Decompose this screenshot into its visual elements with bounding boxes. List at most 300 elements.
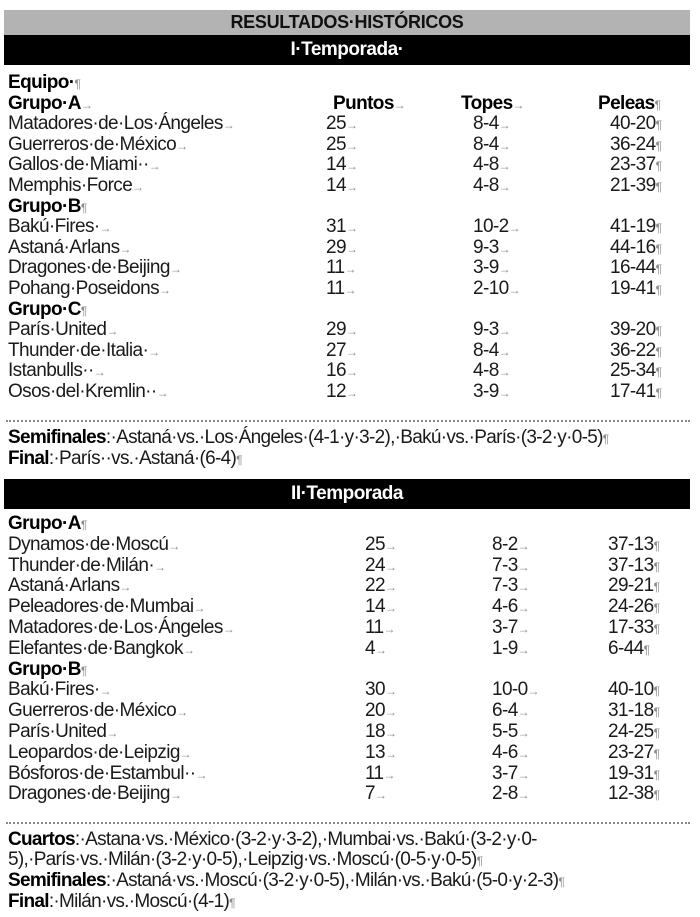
tab-arrow-icon: →: [498, 241, 511, 256]
team-puntos-text: 11: [326, 278, 345, 299]
team-name: [8, 340, 160, 363]
tab-arrow-icon: →: [498, 365, 511, 380]
tab-arrow-icon: →: [119, 241, 131, 256]
team-name: [8, 575, 131, 598]
team-peleas-text: 23-27: [608, 741, 654, 763]
team-peleas: [608, 700, 659, 723]
playoff-round-label: Final: [8, 891, 49, 912]
group-label-text: Grupo·A: [8, 513, 81, 534]
team-peleas-text: 31-18: [608, 700, 654, 722]
playoff-results: :·Astaná·vs.·Moscú·(3-2·y·0-5),·Milán·vs.·Bakú·(5-0·y·2-3): [105, 870, 559, 891]
playoff-line: [8, 428, 692, 449]
team-puntos-text: 16: [326, 360, 346, 382]
team-peleas: [608, 596, 659, 619]
group-header-row: [8, 93, 694, 114]
document-title: RESULTADOS·HISTÓRICOS: [4, 10, 690, 35]
tab-arrow-icon: →: [345, 365, 358, 380]
team-peleas: [610, 360, 661, 383]
pilcrow-icon: ¶: [653, 705, 660, 720]
pilcrow-icon: ¶: [655, 386, 662, 400]
pilcrow-icon: ¶: [653, 622, 660, 636]
team-name-text: Gallos·de·Miami··: [8, 154, 149, 176]
pilcrow-icon: ¶: [655, 262, 662, 277]
team-peleas: [610, 175, 661, 198]
tab-arrow-icon: →: [169, 262, 182, 277]
tab-arrow-icon: →: [158, 283, 171, 297]
table-row: [8, 763, 694, 784]
team-name-text: Bakú·Fires·: [8, 216, 100, 238]
playoff-round-label: Semifinales: [8, 870, 106, 891]
team-topes-text: 1-9: [492, 637, 518, 659]
team-name-text: Thunder·de·Italia·: [8, 339, 149, 361]
pilcrow-icon: ¶: [653, 559, 660, 574]
team-peleas: [610, 257, 661, 280]
team-puntos-text: 20: [365, 700, 385, 722]
table-row: [8, 721, 694, 742]
team-puntos-text: 27: [326, 339, 346, 361]
team-name: [8, 555, 166, 578]
table-row: [8, 534, 694, 555]
team-name: [8, 278, 170, 301]
tab-arrow-icon: →: [517, 788, 530, 803]
team-puntos-text: 31: [326, 216, 346, 238]
pilcrow-icon: ¶: [653, 726, 660, 740]
team-puntos-text: 29: [326, 319, 346, 341]
team-puntos-text: 25: [365, 533, 385, 555]
team-topes: [492, 617, 529, 640]
team-name: [8, 721, 118, 744]
team-peleas: [610, 237, 661, 260]
group-label-text: Grupo·B: [8, 658, 81, 680]
team-puntos-text: 30: [365, 679, 385, 701]
group-label: [8, 93, 92, 116]
team-puntos: [326, 360, 357, 383]
group-header-row: [8, 299, 694, 320]
team-peleas: [608, 742, 659, 765]
playoff-round-label: Final: [8, 448, 49, 469]
team-topes: [492, 596, 529, 619]
team-puntos: [365, 534, 396, 557]
team-name-text: Guerreros·de·México: [8, 700, 177, 722]
team-puntos: [365, 596, 396, 619]
team-peleas-text: 16-44: [610, 257, 656, 279]
team-puntos-text: 7: [365, 783, 375, 805]
pilcrow-icon: ¶: [653, 767, 660, 782]
tab-arrow-icon: →: [106, 324, 118, 339]
column-header-peleas: [598, 93, 660, 116]
team-topes: [492, 555, 529, 578]
team-name-text: Thunder·de·Milán·: [8, 554, 155, 576]
team-name: [8, 154, 160, 177]
tab-arrow-icon: →: [345, 180, 358, 194]
playoff-round-label: Semifinales: [8, 427, 106, 448]
team-topes-text: 8-2: [492, 533, 518, 555]
team-puntos-text: 24: [365, 554, 385, 576]
equipo-label: [8, 72, 80, 95]
team-topes-text: 4-8: [473, 360, 499, 382]
tab-arrow-icon: →: [374, 642, 387, 657]
team-peleas: [608, 534, 659, 557]
team-puntos-text: 14: [326, 154, 346, 176]
team-topes-text: 4-8: [473, 154, 499, 176]
team-puntos: [326, 237, 357, 260]
team-name: [8, 175, 144, 198]
tab-arrow-icon: →: [132, 180, 144, 194]
equipo-label-row: [8, 72, 694, 93]
tab-arrow-icon: →: [99, 684, 111, 699]
team-peleas-text: 12-38: [608, 783, 654, 805]
table-row: [8, 154, 694, 175]
team-peleas: [610, 154, 661, 177]
pilcrow-icon: ¶: [655, 365, 662, 380]
team-topes: [492, 638, 529, 661]
tab-arrow-icon: →: [119, 580, 131, 595]
team-peleas: [608, 679, 659, 702]
team-puntos-text: 14: [326, 175, 346, 196]
pilcrow-icon: ¶: [643, 642, 650, 657]
column-header-puntos-text: Puntos: [333, 92, 394, 114]
team-topes: [473, 134, 510, 157]
team-peleas-text: 23-37: [610, 154, 656, 176]
team-topes-text: 8-4: [473, 339, 499, 361]
team-name-text: Matadores·de·Los·Ángeles: [8, 617, 223, 638]
tab-arrow-icon: →: [517, 746, 530, 761]
team-peleas-text: 41-19: [610, 216, 656, 238]
tab-arrow-icon: →: [517, 601, 530, 616]
team-peleas-text: 37-13: [608, 554, 654, 576]
team-name: [8, 596, 205, 619]
team-puntos-text: 11: [326, 257, 345, 279]
table-row: [8, 237, 694, 258]
season-2-heading: II·Temporada: [4, 479, 690, 509]
team-puntos-text: 14: [365, 596, 385, 618]
team-puntos: [326, 216, 357, 239]
team-name-text: Peleadores·de·Mumbai: [8, 596, 194, 618]
tab-arrow-icon: →: [99, 221, 111, 236]
tab-arrow-icon: →: [106, 726, 118, 740]
team-puntos: [365, 679, 396, 702]
team-name-text: Dragones·de·Beijing: [8, 783, 170, 805]
tab-arrow-icon: →: [498, 344, 511, 359]
team-name: [8, 638, 194, 661]
team-topes-text: 8-4: [473, 113, 499, 135]
table-row: [8, 575, 694, 596]
team-peleas: [610, 319, 661, 342]
tab-arrow-icon: →: [384, 559, 397, 574]
team-name: [8, 216, 111, 239]
pilcrow-icon: ¶: [655, 180, 662, 194]
playoff-results: :·Astaná·vs.·Los·Ángeles·(4-1·y·3-2),·Bakú·vs.·París·(3-2·y·0-5): [105, 427, 603, 448]
team-puntos: [326, 340, 357, 363]
team-topes-text: 2-8: [492, 783, 518, 805]
tab-arrow-icon: →: [498, 262, 511, 277]
tab-arrow-icon: →: [498, 324, 511, 339]
team-peleas-text: 24-25: [608, 721, 654, 742]
tab-arrow-icon: →: [384, 746, 397, 761]
tab-arrow-icon: →: [512, 97, 524, 112]
team-puntos-text: 13: [365, 741, 385, 763]
team-peleas: [608, 763, 659, 786]
tab-arrow-icon: →: [345, 159, 358, 174]
team-peleas-text: 39-20: [610, 319, 656, 341]
team-topes-text: 4-6: [492, 741, 518, 763]
team-puntos-text: 29: [326, 236, 346, 258]
team-peleas-text: 40-20: [610, 113, 656, 135]
tab-arrow-icon: →: [517, 705, 530, 720]
tab-arrow-icon: →: [384, 705, 397, 720]
team-name: [8, 700, 188, 723]
team-puntos: [326, 113, 357, 136]
team-puntos-text: 12: [326, 381, 346, 402]
team-peleas: [608, 638, 650, 661]
playoff-line: [8, 449, 692, 470]
team-name-text: Astaná·Arlans: [8, 575, 120, 597]
team-name-text: Bakú·Fires·: [8, 679, 100, 701]
team-peleas: [608, 617, 659, 640]
column-header-topes-text: Topes: [461, 92, 513, 114]
team-puntos-text: 18: [365, 721, 385, 742]
team-peleas: [608, 783, 659, 806]
team-peleas-text: 17-33: [608, 617, 654, 638]
team-peleas: [610, 134, 661, 157]
team-topes: [473, 381, 510, 404]
team-topes-text: 9-3: [473, 236, 499, 258]
team-puntos-text: 4: [365, 637, 375, 659]
tab-arrow-icon: →: [176, 138, 188, 153]
team-name-text: Elefantes·de·Bangkok: [8, 637, 183, 659]
table-row: [8, 360, 694, 381]
table-row: [8, 278, 694, 299]
pilcrow-icon: ¶: [655, 159, 662, 174]
team-topes: [492, 742, 529, 765]
tab-arrow-icon: →: [345, 344, 358, 359]
pilcrow-icon: ¶: [653, 538, 660, 553]
team-topes: [473, 257, 510, 280]
team-peleas-text: 19-31: [608, 762, 654, 784]
team-topes: [492, 763, 529, 786]
table-row: [8, 596, 694, 617]
group-header-row: [8, 513, 694, 534]
team-topes-text: 7-3: [492, 554, 518, 576]
pilcrow-icon: ¶: [655, 324, 662, 339]
tab-arrow-icon: →: [80, 97, 93, 112]
team-name: [8, 113, 234, 136]
team-puntos: [326, 134, 357, 157]
tab-arrow-icon: →: [527, 684, 540, 699]
team-name: [8, 742, 191, 765]
playoff-round-label: Cuartos: [8, 829, 75, 850]
team-puntos: [365, 742, 396, 765]
tab-arrow-icon: →: [148, 159, 161, 174]
team-puntos: [365, 575, 396, 598]
tab-arrow-icon: →: [498, 159, 511, 174]
team-name-text: París·United: [8, 721, 107, 742]
team-topes: [492, 700, 529, 723]
pilcrow-icon: ¶: [653, 788, 660, 803]
tab-arrow-icon: →: [508, 221, 521, 236]
team-name-text: Guerreros·de·México: [8, 133, 177, 155]
tab-arrow-icon: →: [384, 726, 397, 740]
team-puntos-text: 25: [326, 133, 346, 155]
team-topes: [492, 783, 529, 806]
tab-arrow-icon: →: [222, 118, 235, 133]
team-puntos-text: 11: [365, 617, 384, 638]
tab-arrow-icon: →: [517, 538, 530, 553]
team-puntos: [326, 278, 356, 301]
tab-arrow-icon: →: [193, 601, 205, 616]
tab-arrow-icon: →: [182, 642, 195, 657]
tab-arrow-icon: →: [384, 538, 397, 553]
team-topes-text: 6-4: [492, 700, 518, 722]
table-row: [8, 381, 694, 402]
team-topes-text: 8-4: [473, 133, 499, 155]
team-name: [8, 534, 180, 557]
team-peleas-text: 37-13: [608, 533, 654, 555]
tab-arrow-icon: →: [344, 283, 356, 297]
pilcrow-icon: ¶: [236, 453, 242, 467]
playoff-line: [8, 871, 692, 892]
column-header-peleas-text: Peleas: [598, 92, 655, 114]
pilcrow-icon: ¶: [655, 221, 662, 236]
team-peleas-text: 19-41: [610, 278, 656, 299]
team-topes-text: 3-9: [473, 381, 499, 402]
table-row: [8, 175, 694, 196]
dotted-divider: [6, 420, 690, 422]
tab-arrow-icon: →: [374, 788, 387, 803]
team-puntos: [326, 175, 357, 198]
group-label-text: Grupo·C: [8, 298, 81, 320]
team-peleas-text: 21-39: [610, 175, 656, 196]
tab-arrow-icon: →: [345, 324, 358, 339]
tab-arrow-icon: →: [195, 767, 207, 782]
table-row: [8, 783, 694, 804]
table-row: [8, 638, 694, 659]
pilcrow-icon: ¶: [655, 118, 662, 133]
playoffs-paragraph: [8, 830, 692, 913]
team-puntos-text: 25: [326, 113, 346, 135]
tab-arrow-icon: →: [508, 283, 521, 297]
team-puntos: [365, 763, 395, 786]
playoff-results: :·París··vs.·Astaná·(6-4): [48, 448, 237, 469]
team-topes: [492, 679, 539, 702]
table-row: [8, 700, 694, 721]
team-topes: [473, 319, 510, 342]
team-topes: [473, 237, 510, 260]
tab-arrow-icon: →: [345, 138, 358, 153]
tab-arrow-icon: →: [384, 601, 397, 616]
playoff-line: [8, 892, 692, 913]
playoff-results: :·Astana·vs.·México·(3-2·y·3-2),·Mumbai·vs.·Bakú·(3-2·y·0-5),·París·vs.·Milán·(3-2·y·0-5),·Leipzig·vs.·Moscú·(0-5·y·0-5): [8, 829, 537, 870]
tab-arrow-icon: →: [517, 642, 530, 657]
team-topes-text: 3-7: [492, 762, 518, 784]
tab-arrow-icon: →: [168, 538, 180, 553]
tab-arrow-icon: →: [498, 118, 511, 133]
tab-arrow-icon: →: [93, 365, 106, 380]
pilcrow-icon: ¶: [654, 97, 661, 112]
tab-arrow-icon: →: [148, 344, 160, 359]
table-row: [8, 340, 694, 361]
team-topes: [473, 113, 510, 136]
team-name-text: Dynamos·de·Moscú: [8, 533, 169, 555]
tab-arrow-icon: →: [179, 746, 192, 761]
team-name-text: Istanbulls··: [8, 360, 94, 382]
pilcrow-icon: ¶: [602, 432, 609, 446]
team-name-text: Osos·del·Kremlin··: [8, 381, 157, 402]
tab-arrow-icon: →: [345, 386, 358, 400]
team-name-text: París·United: [8, 319, 107, 341]
tab-arrow-icon: →: [345, 118, 358, 133]
team-topes: [473, 216, 520, 239]
team-name: [8, 617, 234, 640]
team-topes-text: 3-9: [473, 257, 499, 279]
team-puntos: [326, 381, 357, 404]
team-name-text: Matadores·de·Los·Ángeles: [8, 113, 223, 135]
pilcrow-icon: ¶: [558, 875, 565, 889]
team-topes: [473, 154, 510, 177]
team-topes: [473, 175, 510, 198]
team-name: [8, 134, 188, 157]
team-peleas: [608, 575, 659, 598]
team-peleas: [610, 278, 661, 301]
pilcrow-icon: ¶: [80, 663, 87, 678]
pilcrow-icon: ¶: [655, 138, 662, 153]
tab-arrow-icon: →: [517, 559, 530, 574]
team-puntos-text: 11: [365, 762, 384, 784]
team-peleas-text: 36-24: [610, 133, 656, 155]
group-label: [8, 513, 87, 536]
team-topes-text: 9-3: [473, 319, 499, 341]
tab-arrow-icon: →: [517, 622, 530, 636]
tab-arrow-icon: →: [498, 180, 511, 194]
team-topes-text: 5-5: [492, 721, 518, 742]
pilcrow-icon: ¶: [655, 283, 662, 297]
team-topes: [473, 360, 510, 383]
team-peleas-text: 24-26: [608, 596, 654, 618]
team-peleas: [610, 381, 661, 404]
team-peleas-text: 17-41: [610, 381, 656, 402]
pilcrow-icon: ¶: [655, 241, 662, 256]
team-name: [8, 679, 111, 702]
column-header-topes: [461, 93, 524, 116]
team-peleas: [610, 113, 661, 136]
team-name-text: Dragones·de·Beijing: [8, 257, 170, 279]
tab-arrow-icon: →: [517, 726, 530, 740]
tab-arrow-icon: →: [383, 767, 395, 782]
group-label-text: Grupo·B: [8, 195, 81, 217]
table-row: [8, 134, 694, 155]
team-puntos: [326, 154, 357, 177]
season-1-heading: I·Temporada·: [4, 35, 690, 65]
pilcrow-icon: ¶: [653, 746, 660, 761]
column-header-puntos: [333, 93, 405, 116]
table-row: [8, 617, 694, 638]
team-puntos: [365, 617, 395, 640]
team-puntos: [365, 721, 396, 744]
pilcrow-icon: ¶: [80, 200, 87, 215]
team-puntos: [365, 638, 386, 661]
tab-arrow-icon: →: [498, 386, 511, 400]
team-puntos: [326, 319, 357, 342]
group-label-text: Grupo·A: [8, 92, 81, 114]
team-peleas: [610, 340, 661, 363]
tab-arrow-icon: →: [498, 138, 511, 153]
team-peleas-text: 29-21: [608, 575, 654, 597]
pilcrow-icon: ¶: [80, 303, 87, 318]
pilcrow-icon: ¶: [80, 518, 87, 532]
tab-arrow-icon: →: [176, 705, 188, 720]
tab-arrow-icon: →: [384, 684, 397, 699]
group-label: [8, 196, 87, 219]
